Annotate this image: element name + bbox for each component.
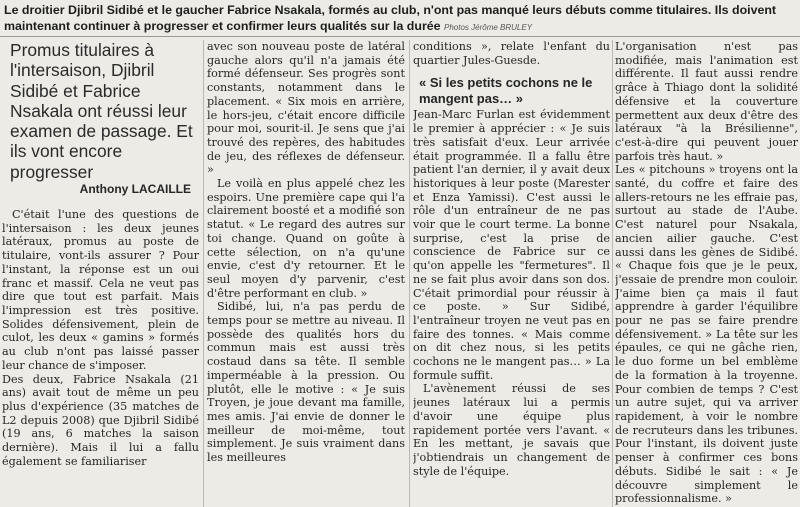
article-column-2 [207, 40, 405, 507]
article-paragraph: Jean-Marc Furlan est évidemment le premier à apprécier : « Je suis très satisfait d'eux. Leur arrivée était programmée. Il a fallu être patient l'an dernier, il y avait deux historiques à leur poste (Marester et Enza Yamissi). C'est aussi le rôle d'un entraîneur de ne pas voir que le court terme. La bonne surprise, c'est la prise de conscience de Fabrice sur ce qu'on appelle les "fermetures". Il ne se fait plus avoir dans son dos. C'était primordial pour réussir à ce poste. » Sur Sidibé, l'entraîneur troyen ne veut pas en faire des tonnes. « Mais comme on dit chez nous, si les petits cochons ne le mangent pas… » La formule suffit. [413, 108, 610, 382]
article-paragraph: avec son nouveau poste de latéral gauche alors qu'il n'a jamais été formé défenseur. Ses progrès sont constants, notamment dans le placement. « Six mois en arrière, le hors-jeu, c'était encore difficile pour moi, sourit-il. Je sens que j'ai trouvé des repères, des habitudes de jeu, des réflexes de défenseur. » [207, 40, 405, 177]
article-paragraph: Le voilà en plus appelé chez les espoirs. Une première cape qui l'a clairement boosté et a modifié son statut. « Le regard des autres sur toi change. Quand on goûte à cette sélection, on n'a qu'une envie, c'est d'y retourner. Et le seul moyen d'y parvenir, c'est d'être performant en club. » [207, 177, 405, 300]
photo-credit: Photos Jérôme BRULEY [444, 23, 533, 32]
article-paragraph: C'était l'une des questions de l'intersaison : les deux jeunes latéraux, promus au poste de titulaire, vont-ils assurer ? Pour l'instant, la réponse est un oui franc et massif. Cela ne veut pas dire que tout est parfait. Mais l'impression est très positive. Solides défensivement, plein de culot, les deux « gamins » formés au club n'ont pas laissé passer leur chance de s'imposer. [2, 208, 199, 372]
article-subheading: « Si les petits cochons ne le mangent pas… » [419, 75, 593, 106]
photo-caption-text: Le droitier Djibril Sidibé et le gaucher Fabrice Nsakala, formés au club, n'ont pas manqué leurs débuts comme titulaires. Ils doivent maintenant continuer à progresser et confirmer leurs qualités sur la durée [4, 3, 777, 33]
article-paragraph: Des deux, Fabrice Nsakala (21 ans) avait tout de même un peu plus d'expérience (35 matches de L2 depuis 2008) que Djibril Sidibé (19 ans, 6 matches la saison dernière). Mais il lui a fallu également se familiariser [2, 372, 199, 468]
photo-caption [4, 2, 796, 36]
article-paragraph: Les « pitchouns » troyens ont la santé, du coffre et faire des allers-retours ne les effraie pas, surtout au stade de l'Aube. C'est naturel pour Nsakala, ancien ailier gauche. C'est aussi dans les gènes de Sidibé. « Chaque fois que je le peux, j'essaie de prendre mon couloir. J'aime bien ça mais il faut apprendre à garder l'équilibre pour ne pas se faire prendre défensivement. » La tête sur les épaules, ce qui ne gâche rien, le duo forme un bel emblème de la formation à la troyenne. Pour combien de temps ? C'est un autre sujet, qui va arriver rapidement, à voir le nombre de recruteurs dans les tribunes. Pour l'instant, ils doivent juste penser à confirmer ces bons débuts. Sidibé le sait : « Je découvre simplement le professionnalisme. » [615, 163, 798, 506]
article-column-1 [2, 40, 199, 507]
article-column-3 [413, 40, 610, 507]
article-paragraph: conditions », relate l'enfant du quartier Jules-Guesde. [413, 40, 610, 67]
article-paragraph: L'organisation n'est pas modifiée, mais l'animation est différente. Il faut aussi rendre grâce à Thiago dont la solidité défensive et la couverture permettent aux deux d'être des latéraux "à la Brésilienne", c'est-à-dire qui peuvent jouer parfois très haut. » [615, 40, 798, 163]
article-paragraph: L'avènement réussi de ses jeunes latéraux lui a permis d'avoir une équipe plus rapidement portée vers l'avant. « En les mettant, je savais que j'obtiendrais un changement de style de l'équipe. [413, 382, 610, 478]
article-author: Anthony LACAILLE [79, 182, 191, 197]
column-divider [203, 40, 204, 507]
caption-divider [0, 36, 800, 37]
column-divider [409, 40, 410, 507]
article-headline: Promus titulaires à l'intersaison, Djibril Sidibé et Fabrice Nsakala ont réussi leur examen de passage. Et ils vont encore progresser [10, 40, 193, 182]
article-paragraph: Sidibé, lui, n'a pas perdu de temps pour se mettre au niveau. Il possède des qualités hors du commun mais est aussi très costaud dans sa tête. Il semble imperméable à la pression. Ou plutôt, elle le motive : « Je suis Troyen, je joue devant ma famille, mes amis. J'ai envie de donner le meilleur de moi-même, tout simplement. Je suis vraiment dans les meilleures [207, 300, 405, 465]
article-column-4 [615, 40, 798, 507]
column-divider [612, 40, 613, 507]
